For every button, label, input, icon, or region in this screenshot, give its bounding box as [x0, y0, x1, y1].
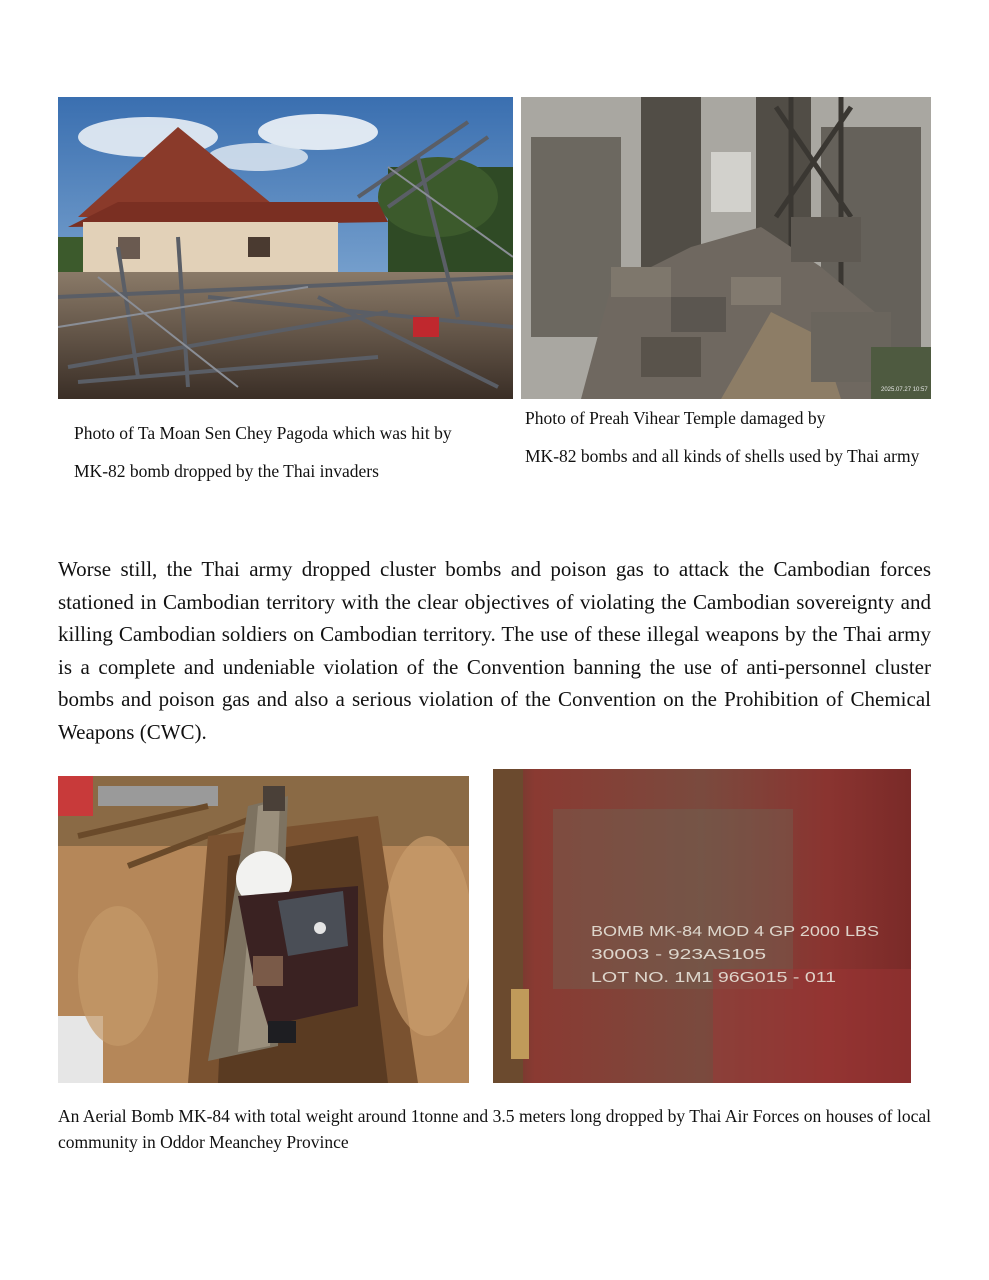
temple-caption-line2: MK-82 bombs and all kinds of shells used by Thai army	[525, 446, 920, 466]
bomb-caption: An Aerial Bomb MK-84 with total weight around 1tonne and 3.5 meters long dropped by Thai Air Forces on houses of local community in Oddor Meanchey Province	[58, 1106, 931, 1152]
pagoda-caption-line2: MK-82 bomb dropped by the Thai invaders	[74, 461, 379, 481]
temple-caption-line1: Photo of Preah Vihear Temple damaged by	[525, 408, 826, 428]
temple-timestamp: 2025.07.27 10:57	[881, 387, 928, 393]
bomb-excavation-photo	[58, 776, 469, 1083]
bomb-stencil-line2: 30003 - 923AS105	[591, 946, 766, 963]
bomb-stencil-line1: BOMB MK-84 MOD 4 GP 2000 LBS	[591, 923, 879, 940]
bomb-stencil-line3: LOT NO. 1M1 96G015 - 011	[591, 969, 836, 986]
temple-photo	[521, 97, 931, 399]
pagoda-caption	[74, 420, 504, 484]
pagoda-caption-line1: Photo of Ta Moan Sen Chey Pagoda which was hit by	[74, 423, 452, 443]
pagoda-photo	[58, 97, 513, 399]
temple-caption	[525, 405, 925, 469]
body-paragraph: Worse still, the Thai army dropped cluster bombs and poison gas to attack the Cambodian forces stationed in Cambodian territory with the clear objectives of violating the Cambodian sovereignty and killing Cambodian soldiers on Cambodian territory. The use of these illegal weapons by the Thai army is a complete and undeniable violation of the Convention banning the use of anti-personnel cluster bombs and poison gas and also a serious violation of the Convention on the Prohibition of Chemical Weapons (CWC).	[58, 557, 931, 744]
bomb-markings-photo	[493, 769, 911, 1083]
